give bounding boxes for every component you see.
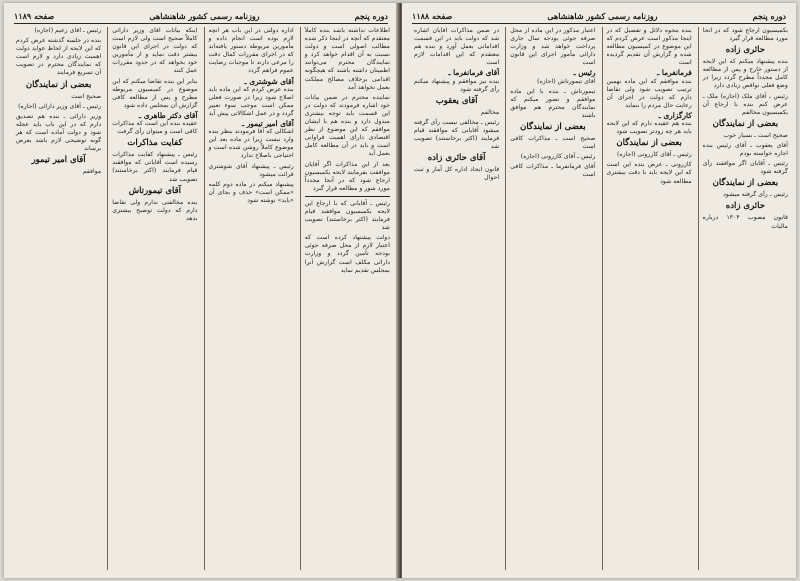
paragraph: بنده موافقم که این ماده بهمین ترتیب تصویب شود ولی تقاضا دارم که دولت در اجرای آن رعایت حال مردم را بنماید bbox=[606, 77, 692, 109]
section-heading: بعضی از نمایندگان bbox=[616, 138, 682, 149]
paragraph: بنده نیز موافقم و پیشنهاد میکنم رأی گرفته شود bbox=[414, 77, 500, 93]
paragraph: تیمورتاش ـ بنده با این ماده موافقم و تصور میکنم که نمایندگان محترم هم موافق باشند bbox=[510, 87, 596, 119]
section-heading: آقای حائری زاده bbox=[427, 153, 486, 164]
section-heading: آقای تیمورتاش bbox=[128, 185, 182, 196]
paragraph: رئیس ـ آقای کازرونی (اجازه) bbox=[617, 151, 692, 159]
page-title: روزنامه رسمی کشور شاهنشاهی bbox=[149, 11, 260, 21]
paragraph: بکمیسیون ارجاع شود که در آنجا مورد مطالعه قرار گیرد bbox=[702, 27, 788, 43]
page-right bbox=[402, 3, 796, 578]
page-header bbox=[412, 9, 786, 24]
paragraph: نماینده محترم در ضمن بیانات خود اشاره فرمودند که دولت در این قسمت باید توجه بیشتری مبذول دارد و بنده هم با ایشان موافقم که این موضوع از نظر اقتصادی دارای اهمیت فراوانی است و باید در آن مطالعه کامل بعمل آید bbox=[304, 93, 390, 158]
section-heading: بعضی از نمایندگان bbox=[25, 79, 92, 90]
text-column bbox=[698, 27, 788, 570]
section-heading: آقای یعقوب bbox=[435, 95, 478, 106]
section-heading: حائری زاده bbox=[725, 201, 765, 212]
paragraph: رئیس ـ پیشنهاد کفایت مذاکرات رسیده است آقایانی که موافقند قیام فرمایند (اکثر برخاستند) تصویب شد bbox=[112, 151, 198, 183]
page-header bbox=[14, 9, 388, 24]
speaker-name: فرمانفرما ـ bbox=[657, 68, 692, 78]
paragraph: عقیده بنده این است که مذاکرات کافی است و میتوان رأی گرفت bbox=[112, 120, 198, 136]
paragraph: قانون مصوب ۱۳۰۴ درباره مالیات bbox=[702, 214, 788, 230]
paragraph: در ضمن مذاکرات آقایان اشاره شد که دولت باید در این قسمت اقداماتی بعمل آورد و بنده هم معتقدم که این اقدامات لازم است bbox=[414, 27, 500, 67]
paragraph: بنده عرض کردم که این ماده باید اصلاح شود زیرا در صورت فعلی ممکن است موجب سوء تعبیر گردد و در عمل اشکالاتی پیش آید bbox=[208, 85, 294, 117]
column-rule bbox=[305, 196, 390, 197]
paragraph: بعد از این مذاکرات اگر آقایان موافقت بفرمایند لایحه بکمیسیون ارجاع شود که در آنجا مجدداً مورد شور و مطالعه قرار گیرد bbox=[304, 160, 390, 192]
text-column bbox=[12, 27, 101, 570]
speaker-name: آقای دکتر طاهری ـ bbox=[138, 110, 198, 120]
section-heading: بعضی از نمایندگان bbox=[520, 122, 586, 133]
page-left bbox=[4, 3, 398, 578]
speaker-name: آقای شوشتری ـ bbox=[244, 76, 294, 86]
text-column bbox=[204, 27, 294, 570]
paragraph: آقای یعقوب ـ آقای رئیس بنده اجازه خواسته بودم bbox=[702, 141, 788, 158]
paragraph: دولت پیشنهاد کرده است که اعتبار لازم از محل صرفه جوئی بودجه تأمین گردد و وزارت دارائی مکلف است گزارش آنرا بمجلس تقدیم نماید bbox=[304, 234, 390, 274]
paragraph: رئیس ـ مخالفی نیست رأی گرفته میشود آقایانی که موافقند قیام فرمایند (اکثر برخاستند) تصویب شد bbox=[414, 118, 500, 151]
page-date: دوره پنجم bbox=[354, 11, 388, 21]
paragraph: رئیس ـ آقایان اگر موافقند رأی گرفته شود bbox=[702, 160, 788, 176]
paragraph: رئیس ـ آقایانی که با ارجاع این لایحه بکمیسیون موافقند قیام فرمایند (اکثر برخاستند) تصویب شد bbox=[304, 199, 390, 232]
text-column bbox=[602, 27, 692, 570]
paragraph: اینکه بیانات آقای وزیر دارائی کاملاً صحیح است ولی لازم است که دولت در اجرای این قانون بیشتر دقت نماید و از مأمورین خود بخواهد که در حدود مقررات عمل کنند bbox=[112, 27, 198, 75]
paragraph: اداره دولتی در این باب هر آنچه لازم بوده است انجام داده و مأمورین مربوطه دستور یافته‌اند که در اجرای مقررات کمال دقت را مرعی دارند تا موجبات رضایت عموم فراهم گردد bbox=[208, 27, 294, 75]
paragraph: رئیس ـ رأی گرفته میشود bbox=[723, 191, 788, 199]
paragraph: بنده در جلسه گذشته عرض کردم که این لایحه از لحاظ عواید دولت اهمیت زیادی دارد و لازم است که نمایندگان محترم در تصویب آن تسریع فرمایند bbox=[16, 37, 102, 77]
paragraph: رئیس ـ پیشنهاد آقای شوشتری قرائت میشود bbox=[208, 162, 294, 178]
speaker-name: آقای امیر تیمور ـ bbox=[241, 119, 294, 129]
page-number: صفحه ۱۱۸۸ bbox=[412, 11, 453, 21]
paragraph: صحیح است ـ مذاکرات کافی است bbox=[510, 135, 596, 151]
paragraph: رئیس ـ آقای ملک (اجازه) ملک ـ عرض کنم بنده با ارجاع آن بکمیسیون مخالفم bbox=[702, 92, 788, 116]
paragraph: مخالفم bbox=[480, 108, 500, 116]
paragraph: وزیر دارائی ـ بنده هم تصدیق دارم که در این باب باید عجله شود و دولت آماده است که هر گونه توضیحی لازم باشد بعرض برساند bbox=[16, 112, 102, 153]
paragraph: اعتبار مذکور در این ماده از محل صرفه جوئی بودجه سال جاری پرداخت خواهد شد و وزارت دارائی مأمور اجرای این قانون است bbox=[510, 27, 596, 67]
paragraph: پیشنهاد میکنم در ماده دوم کلمه «ممکن است» حذف و بجای آن «باید» نوشته شود bbox=[208, 180, 294, 204]
speaker-name: کارگزاری ـ bbox=[658, 110, 692, 120]
section-heading: کفایت مذاکرات bbox=[127, 138, 183, 149]
section-heading: بعضی از نمایندگان bbox=[712, 118, 779, 129]
paragraph: کازرونی ـ عرض بنده این است که این لایحه باید با دقت بیشتری مطالعه شود bbox=[606, 161, 692, 185]
paragraph: موافقم bbox=[82, 168, 102, 176]
section-heading: آقای امیر تیمور bbox=[31, 155, 86, 166]
columns bbox=[410, 27, 788, 570]
section-heading: بعضی از نمایندگان bbox=[712, 178, 779, 189]
paragraph: اشکالی که آقا فرمودند بنظر بنده وارد نیست زیرا در ماده بعد این موضوع کاملاً روشن شده است و احتیاجی باصلاح ندارد bbox=[208, 128, 294, 160]
page-number: صفحه ۱۱۸۹ bbox=[14, 11, 55, 21]
newspaper-spread bbox=[4, 3, 796, 578]
paragraph: رئیس ـ آقای وزیر دارائی (اجازه) bbox=[18, 102, 102, 110]
section-heading: حائری زاده bbox=[725, 45, 765, 56]
page-title: روزنامه رسمی کشور شاهنشاهی bbox=[547, 11, 658, 21]
paragraph: صحیح است ـ بسیار خوب bbox=[723, 131, 788, 139]
page-date: دوره پنجم bbox=[752, 11, 786, 21]
text-column bbox=[107, 27, 197, 570]
text-column bbox=[300, 27, 390, 570]
paragraph: بنده پیشنهاد میکنم که این لایحه از دستور خارج و پس از مطالعه کامل مجدداً مطرح گردد زیرا در وضع فعلی نواقص زیادی دارد bbox=[702, 58, 788, 90]
speaker-name: آقای فرمانفرما ـ bbox=[448, 68, 500, 78]
paragraph: قانون ایجاد اداره کل آمار و ثبت احوال bbox=[414, 166, 500, 182]
columns bbox=[12, 27, 390, 570]
paragraph: بنده هم عقیده دارم که این لایحه باید هر چه زودتر تصویب شود bbox=[606, 120, 692, 136]
paragraph: بنده مخالفتی ندارم ولی تقاضا دارم که دولت توضیح بیشتری بدهد bbox=[112, 198, 198, 222]
paragraph: رئیس ـ آقای زعیم (اجازه) bbox=[34, 27, 102, 34]
paragraph: رئیس ـ آقای کازرونی (اجازه) bbox=[520, 153, 596, 161]
paragraph: بنده بنحوه دلائل و تفصیل که در اینجا مذکور است عرض کردم که این موضوع در کمیسیون مطالعه شده و گزارش آن تقدیم گردیده است bbox=[606, 27, 692, 67]
paragraph: بنابر این بنده تقاضا میکنم که این موضوع در کمیسیون مربوطه مطرح و پس از مطالعه کافی گزارش آن بمجلس داده شود bbox=[112, 77, 198, 109]
speaker-name: رئیس ـ bbox=[573, 68, 596, 78]
text-column bbox=[505, 27, 595, 570]
text-column bbox=[410, 27, 499, 570]
paragraph: اطلاعات نداشته باشد بنده کاملاً معتقدم که آنچه در اینجا ذکر شده مطالب اصولی است و دولت نسبت به آن اقدام خواهد کرد و نمایندگان محترم می‌توانند اطمینان داشته باشند که هیچگونه اقدامی برخلاف مصالح مملکت بعمل نخواهد آمد bbox=[304, 27, 390, 91]
paragraph: آقای فرمانفرما ـ مذاکرات کافی است bbox=[510, 163, 596, 179]
paragraph: صحیح است bbox=[71, 92, 102, 100]
paragraph: آقای تیمورتاش (اجازه) bbox=[537, 77, 596, 85]
